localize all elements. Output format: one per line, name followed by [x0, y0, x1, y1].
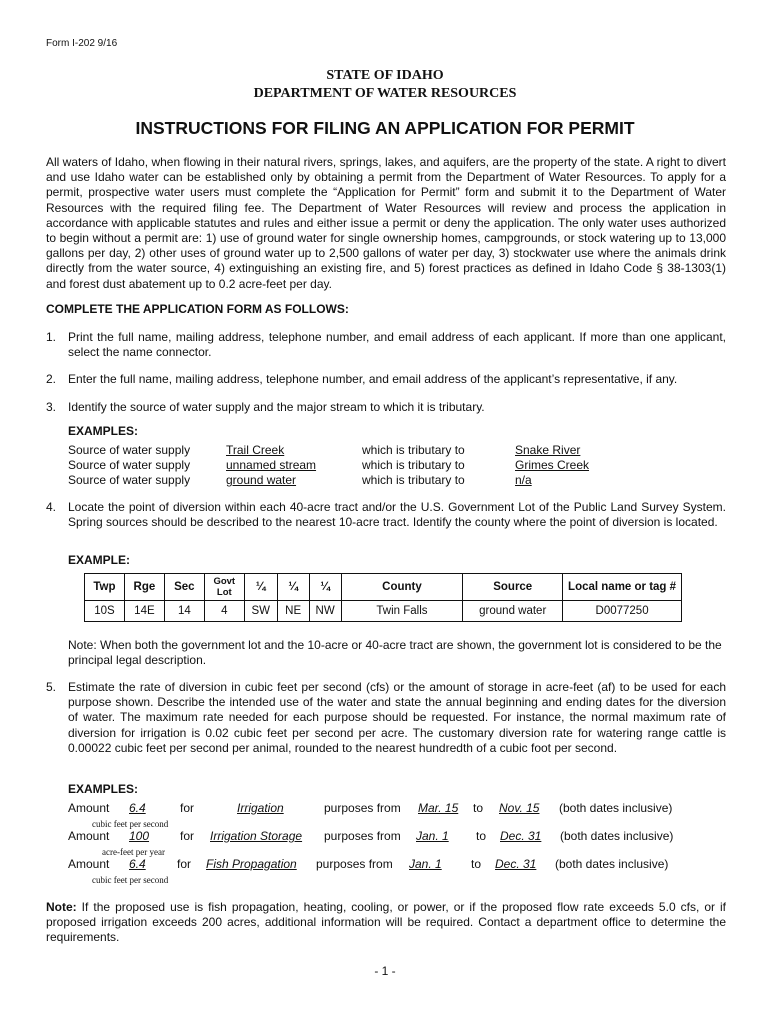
from-date: Jan. 1	[409, 857, 442, 871]
example-target: Grimes Creek	[515, 458, 590, 472]
purpose: Irrigation Storage	[210, 829, 303, 843]
example-target: n/a	[515, 473, 532, 487]
to-text: to	[471, 857, 482, 871]
example-label: Source of water supply	[68, 458, 191, 472]
amount-unit: cubic feet per second	[92, 819, 169, 829]
item-number: 4.	[46, 500, 57, 514]
header-rge: Rge	[124, 574, 164, 601]
from-date: Jan. 1	[416, 829, 449, 843]
purpose: Irrigation	[237, 801, 284, 815]
cell-county: Twin Falls	[341, 601, 463, 622]
final-note-label: Note:	[46, 900, 77, 914]
instruction-item-4	[46, 500, 726, 548]
cell-quarter-3: NW	[309, 601, 341, 622]
to-text: to	[473, 801, 484, 815]
final-note	[46, 900, 726, 946]
header-county: County	[341, 574, 463, 601]
to-date: Nov. 15	[499, 801, 540, 815]
purposes-from-text: purposes from	[316, 857, 393, 871]
cell-quarter-2: NE	[277, 601, 309, 622]
table-header-row	[85, 574, 682, 601]
instruction-item-2	[46, 372, 726, 388]
header-department: DEPARTMENT OF WATER RESOURCES	[253, 86, 517, 101]
purposes-from-text: purposes from	[324, 801, 401, 815]
header-twp: Twp	[85, 574, 125, 601]
form-number: Form I-202 9/16	[46, 38, 118, 49]
cell-quarter-1: SW	[244, 601, 277, 622]
amount-unit: acre-feet per year	[102, 847, 165, 857]
intro-paragraph: All waters of Idaho, when flowing in their natural rivers, springs, lakes, and aquifers, are the property of the state. A right to divert and use Idaho water can be established only by obtaining a permit from the Department of Water Resources. To apply for a permit, prospective water users must complete the “Application for Permit” form and submit it to the Department of Water Resources with the required filing fee. The Department of Water Resources will review and process the application in accordance with applicable statutes and rules and either issue a permit or deny the application. The only water uses authorized to begin without a permit are: 1) use of ground water for single ownership homes, campgrounds, or stock watering up to 13,000 gallons per day, 2) other uses of ground water up to 2,500 gallons of water per day, 3) stockwater use where the animals drink directly from the water source, 4) extinguishing an existing fire, and 5) forest practices as defined in Idaho Code § 38-1303(1) and forest dust abatement up to 0.2 acre-feet per day.	[46, 155, 726, 291]
item-text: Locate the point of diversion within each 40-acre tract and/or the U.S. Government Lot of the Public Land Survey System. Spring sources should be described to the nearest 10-acre tract. Identify the county where the point of diversion is located.	[68, 500, 726, 530]
cell-rge: 14E	[124, 601, 164, 622]
page-title: INSTRUCTIONS FOR FILING AN APPLICATION FOR PERMIT	[135, 118, 635, 138]
item-text: Estimate the rate of diversion in cubic feet per second (cfs) or the amount of storage in acre-feet (af) to be used for each purpose shown. Describe the intended use of the water and state the annual beginning and ending dates for the diversion of water. The maximum rate needed for each purpose should be requested. For instance, the normal maximum rate of diversion for irrigation is 0.02 cubic feet per second per acre. The customary diversion rate for watering range cattle is 0.00022 cubic feet per second per animal, rounded to the nearest hundredth of a cubic foot per second.	[68, 680, 726, 755]
diversion-examples	[68, 801, 708, 887]
header-quarter-2: ¼	[277, 574, 309, 601]
instruction-item-3	[46, 400, 726, 416]
amount-label: Amount	[68, 857, 110, 871]
item-text: Identify the source of water supply and the major stream to which it is tributary.	[68, 400, 485, 414]
header-quarter-1: ¼	[244, 574, 277, 601]
example-source: unnamed stream	[226, 458, 317, 472]
amount-value: 100	[129, 829, 150, 843]
item-text: Print the full name, mailing address, telephone number, and email address of each applicant. If more than one applicant, select the name connector.	[68, 330, 726, 360]
cell-local-name: D0077250	[563, 601, 682, 622]
section-heading: COMPLETE THE APPLICATION FORM AS FOLLOWS:	[46, 302, 349, 316]
examples-heading: EXAMPLES:	[68, 782, 139, 796]
example-tributary-text: which is tributary to	[362, 443, 465, 457]
amount-value: 6.4	[129, 857, 146, 871]
purpose: Fish Propagation	[206, 857, 297, 871]
to-date: Dec. 31	[500, 829, 542, 843]
header-quarter-3: ¼	[309, 574, 341, 601]
amount-label: Amount	[68, 801, 110, 815]
item-number: 1.	[46, 330, 57, 344]
example-tributary-text: which is tributary to	[362, 458, 465, 472]
amount-unit: cubic feet per second	[92, 875, 169, 885]
item-number: 2.	[46, 372, 57, 386]
cell-sec: 14	[164, 601, 204, 622]
example-label: Source of water supply	[68, 473, 191, 487]
item-number: 5.	[46, 680, 57, 694]
item-text: Enter the full name, mailing address, telephone number, and email address of the applicant’s representative, if any.	[68, 372, 678, 386]
header-state: STATE OF IDAHO	[326, 68, 444, 83]
cell-source: ground water	[463, 601, 563, 622]
example-label: Source of water supply	[68, 443, 191, 457]
from-date: Mar. 15	[418, 801, 459, 815]
for-text: for	[180, 801, 195, 815]
to-date: Dec. 31	[495, 857, 537, 871]
inclusive-note: (both dates inclusive)	[555, 857, 669, 871]
inclusive-note: (both dates inclusive)	[560, 829, 674, 843]
instruction-item-1	[46, 330, 726, 362]
header-sec: Sec	[164, 574, 204, 601]
tributary-examples	[68, 443, 668, 489]
legal-description-note: Note: When both the government lot and the 10-acre or 40-acre tract are shown, the government lot is considered to be the principal legal description.	[68, 638, 722, 668]
legal-description-table	[84, 573, 682, 622]
purposes-from-text: purposes from	[324, 829, 401, 843]
example-source: Trail Creek	[226, 443, 285, 457]
cell-twp: 10S	[85, 601, 125, 622]
amount-label: Amount	[68, 829, 110, 843]
for-text: for	[177, 857, 192, 871]
final-note-text: If the proposed use is fish propagation, heating, cooling, or power, or if the proposed flow rate exceeds 5.0 cfs, or if proposed irrigation exceeds 200 acres, additional information will be required. Contact a department office to determine the requirements.	[46, 900, 726, 945]
examples-heading: EXAMPLES:	[68, 424, 139, 438]
example-target: Snake River	[515, 443, 581, 457]
to-text: to	[476, 829, 487, 843]
header-local-name: Local name or tag #	[563, 574, 682, 601]
cell-govt-lot: 4	[204, 601, 244, 622]
example-source: ground water	[226, 473, 297, 487]
page-number: - 1 -	[374, 964, 396, 978]
table-row	[85, 601, 682, 622]
amount-value: 6.4	[129, 801, 146, 815]
inclusive-note: (both dates inclusive)	[559, 801, 673, 815]
item-number: 3.	[46, 400, 57, 414]
header-source: Source	[463, 574, 563, 601]
instruction-item-5	[46, 680, 726, 774]
header-govt-lot: Govt Lot	[204, 574, 244, 601]
for-text: for	[180, 829, 195, 843]
example-tributary-text: which is tributary to	[362, 473, 465, 487]
example-heading: EXAMPLE:	[68, 553, 131, 567]
